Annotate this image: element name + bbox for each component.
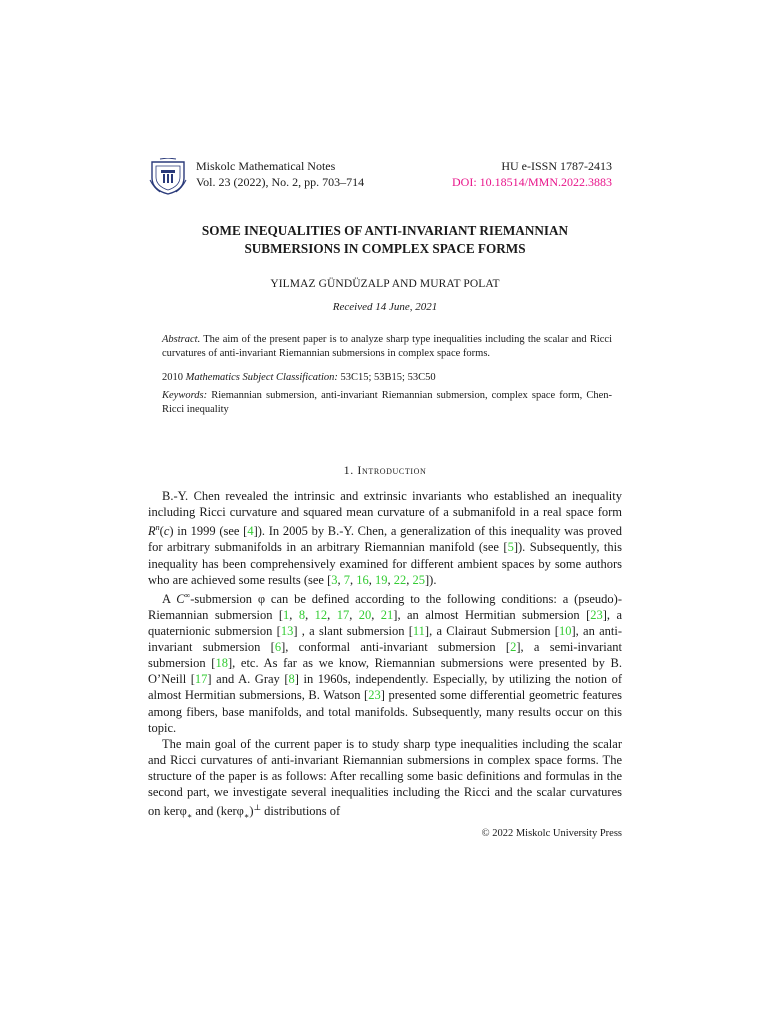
- abstract: [162, 333, 612, 361]
- citation-link[interactable]: 22: [393, 572, 407, 587]
- citation-link[interactable]: 23: [590, 607, 603, 622]
- citation-link[interactable]: 17: [336, 607, 350, 622]
- citation-link[interactable]: 12: [314, 607, 328, 622]
- section-number: 1.: [343, 463, 354, 477]
- section-title: Introduction: [357, 463, 427, 477]
- citation-link[interactable]: 4: [247, 524, 254, 539]
- keywords: [162, 389, 612, 417]
- journal-ids: [452, 158, 612, 190]
- issn: HU e-ISSN 1787-2413: [501, 159, 612, 173]
- citation-link[interactable]: 20: [358, 607, 372, 622]
- paragraph-3: The main goal of the current paper is to study sharp type inequalities including the scalar and Ricci curvatures of anti-invariant Riemannian submersions in complex space forms. The structure of the paper is as follows: After recalling some basic definitions and formulas in the second part, we investigate several inequalities including the Ricci and the scalar curvatures on kerφ$_∗$ and (kerφ$_∗$)⊥ distributions of: [148, 736, 622, 821]
- citation-link[interactable]: 17: [194, 672, 208, 687]
- citation-link[interactable]: 19: [375, 572, 388, 587]
- received-date: Received 14 June, 2021: [332, 301, 438, 313]
- citation-link[interactable]: 23: [368, 688, 381, 703]
- abstract-label: Abstract.: [162, 334, 201, 345]
- authors: YILMAZ GÜNDÜZALP AND MURAT POLAT: [270, 278, 500, 290]
- citation-link[interactable]: 8: [298, 607, 306, 622]
- citation-link[interactable]: 6: [274, 640, 282, 655]
- university-crest-icon: [148, 158, 188, 196]
- msc-classification: [162, 371, 612, 385]
- paper-title: [120, 222, 650, 258]
- citation-link[interactable]: 1: [283, 607, 290, 622]
- citation-link[interactable]: 7: [343, 572, 351, 587]
- paragraph-1: B.-Y. Chen revealed the intrinsic and extrinsic invariants who established an inequality including Ricci curvature and squared mean curvature of a submanifold in a real space form $R^n(c)$ in 1999 (see [4]). In 2005 by B.-Y. Chen, a generalization of this inequality was proved for arbitrary submanifolds in an arbitrary Riemannian manifold (see [5]). Subsequently, this inequality has been comprehensively examined for different ambient spaces by some authors who are achieved some results (see [3, 7, 16, 19, 22, 25]).: [148, 489, 623, 587]
- citation-link[interactable]: 13: [280, 624, 294, 639]
- citation-link[interactable]: 2: [510, 640, 517, 655]
- journal-info: [196, 158, 364, 190]
- doi-link[interactable]: DOI: 10.18514/MMN.2022.3883: [451, 175, 612, 189]
- msc-codes: 53C15; 53B15; 53C50: [340, 372, 436, 383]
- title-line-2: SUBMERSIONS IN COMPLEX SPACE FORMS: [244, 241, 526, 256]
- citation-link[interactable]: 10: [558, 624, 572, 639]
- paragraph-2: A C∞-submersion φ can be defined according to the following conditions: a (pseudo)-Riemannian submersion [1, 8, 12, 17, 20, 21], an almost Hermitian submersion [23], a quaternionic submersion [13] , a slant submersion [11], a Clairaut Submersion [10], an anti-invariant submersion [6], conformal anti-invariant submersion [2], a semi-invariant submersion [18], etc. As far as we know, Riemannian submersions were presented by B. O’Neill [17] and A. Gray [8] in 1960s, independently. Especially, by utilizing the notion of almost Hermitian submersions, B. Watson [23] presented some differential geometric features among fibers, base manifolds, and total manifolds. Subsequently, many results occur on this topic.: [148, 590, 623, 735]
- journal-name: Miskolc Mathematical Notes: [196, 159, 336, 173]
- citation-link[interactable]: 21: [380, 607, 394, 622]
- citation-link[interactable]: 18: [215, 656, 228, 671]
- introduction-body: [148, 488, 622, 825]
- abstract-text: The aim of the present paper is to analyze sharp type inequalities including the scalar and Ricci curvatures of anti-invariant Riemannian submersions in complex space forms.: [162, 334, 612, 359]
- keywords-label: Keywords:: [162, 390, 208, 401]
- citation-link[interactable]: 11: [412, 624, 425, 639]
- citation-link[interactable]: 16: [356, 572, 369, 587]
- journal-header: [148, 158, 612, 194]
- citation-link[interactable]: 5: [507, 540, 514, 555]
- title-line-1: SOME INEQUALITIES OF ANTI-INVARIANT RIEMANNIAN: [201, 223, 569, 238]
- msc-year: 2010: [162, 372, 183, 383]
- keywords-text: Riemannian submersion, anti-invariant Riemannian submersion, complex space form, Chen-Ricci inequality: [162, 390, 613, 415]
- citation-link[interactable]: 8: [288, 672, 295, 687]
- journal-volume: Vol. 23 (2022), No. 2, pp. 703–714: [196, 175, 365, 189]
- section-heading: [120, 463, 650, 478]
- citation-link[interactable]: 25: [412, 572, 426, 587]
- citation-link[interactable]: 3: [331, 572, 338, 587]
- copyright-footer: © 2022 Miskolc University Press: [481, 828, 622, 839]
- msc-label: Mathematics Subject Classification:: [185, 372, 338, 383]
